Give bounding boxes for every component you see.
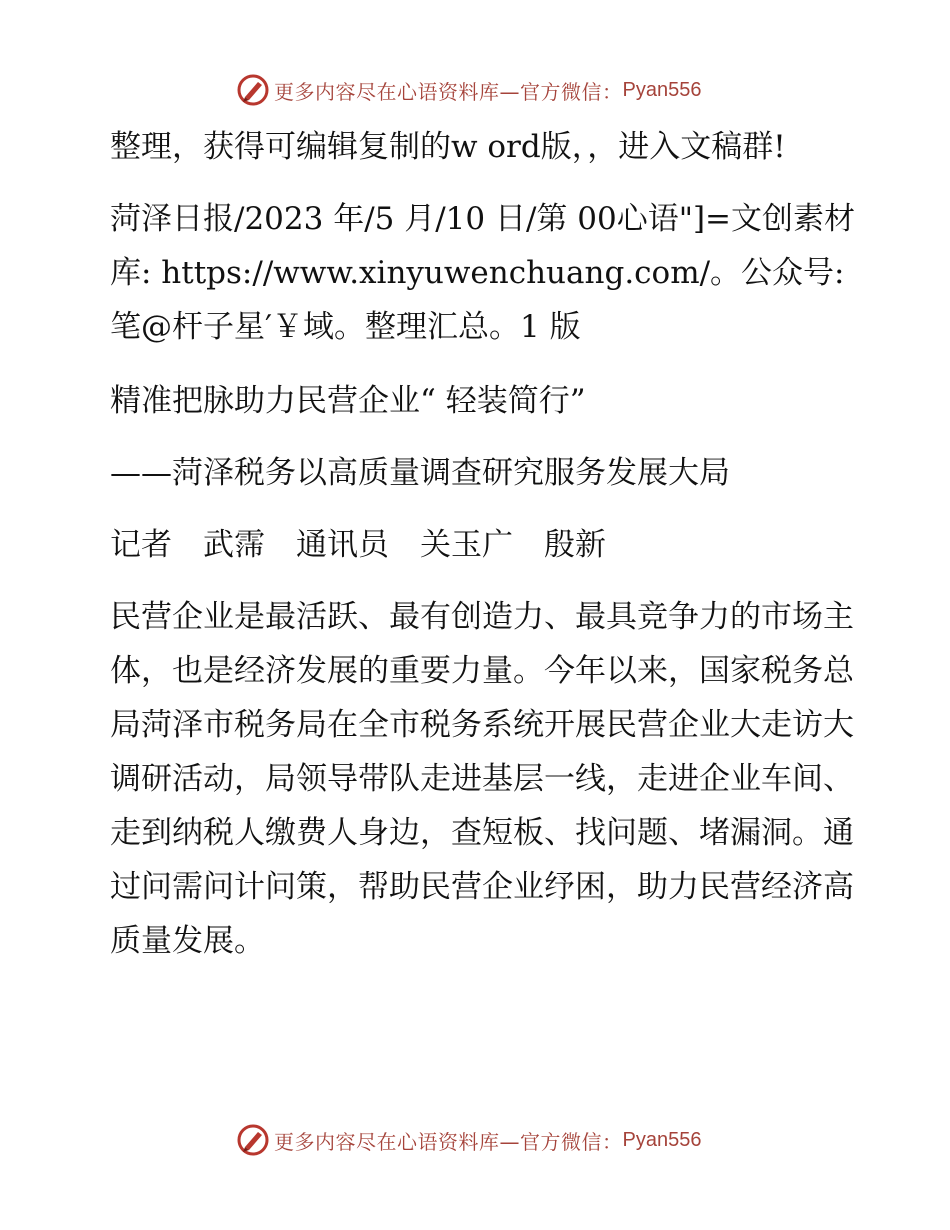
banner-wechat-id: Pyan556 — [622, 1128, 702, 1151]
pen-logo-icon — [236, 73, 270, 107]
banner-text: 更多内容尽在心语资料库—官方微信： — [274, 79, 623, 104]
header-watermark-banner — [236, 72, 701, 108]
document-body — [100, 120, 860, 968]
footer-watermark-banner — [236, 1122, 701, 1158]
article-title: 精准把脉助力民营企业“ 轻装简行” — [110, 383, 586, 419]
banner-text: 更多内容尽在心语资料库—官方微信： — [274, 1129, 623, 1154]
intro-paragraph: 整理，获得可编辑复制的w ord版，，进入文稿群! — [110, 129, 786, 165]
article-subtitle: ——菏泽税务以高质量调查研究服务发展大局 — [110, 455, 730, 491]
pen-logo-icon — [236, 1123, 270, 1157]
body-paragraph: 民营企业是最活跃、最有创造力、最具竞争力的市场主体，也是经济发展的重要力量。今年以来，国家税务总局菏泽市税务局在全市税务系统开展民营企业大走访大调研活动，局领导带队走进基层一线，走进企业车间、走到纳税人缴费人身边，查短板、找问题、堵漏洞。通过问需问计问策，帮助民营企业纾困，助力民营经济高质量发展。 — [110, 599, 854, 959]
byline: 记者 武霈 通讯员 关玉广 殷新 — [110, 527, 606, 563]
source-line: 菏泽日报/2023 年/5 月/10 日/第 00心语"]=文创素材库: https://www.xinyuwenchuang.com/。公众号: 笔@杆子星′￥域。整理汇总。1 版 — [110, 201, 856, 345]
banner-wechat-id: Pyan556 — [622, 78, 702, 101]
